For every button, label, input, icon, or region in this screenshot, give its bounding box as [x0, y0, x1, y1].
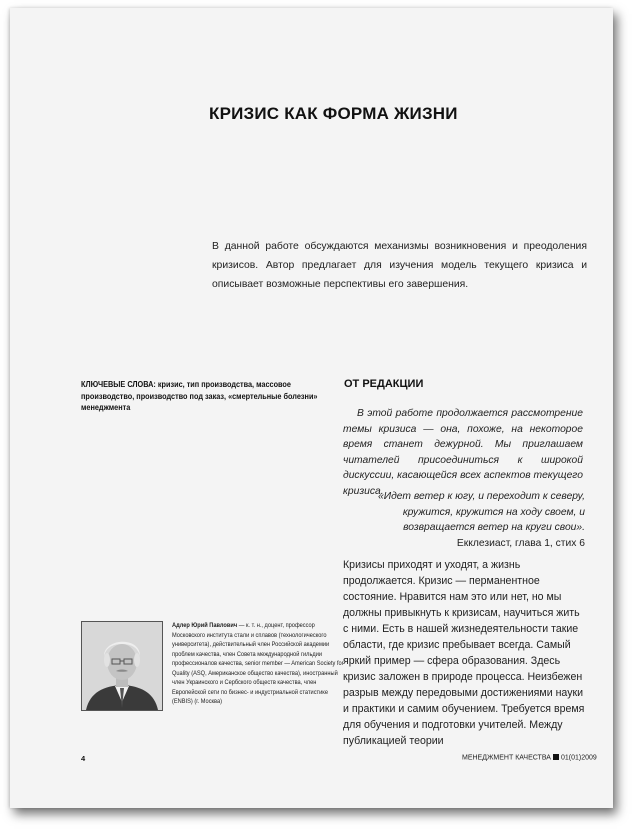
- keywords-text: кризис, тип производства, массовое производство, производство под заказ, «смертельные болезни» менеджмента: [81, 379, 318, 412]
- body-text: Кризисы приходят и уходят, а жизнь продолжается. Кризис — перманентное состояние. Нравится нам это или нет, но мы должны привыкнуть к кризисам, научиться жить с ними. Есть в нашей жизнедеятельности такие области, где кризис пребывает всегда. Самый яркий пример — сфера образования. Здесь кризис заложен в природе процесса. Неизбежен разрыв между передовыми достижениями науки и практики и самим обучением. Требуется время для обучения и подготовки учителей. Между публикацией теории: [343, 559, 585, 747]
- epigraph: [344, 489, 585, 551]
- article-title: КРИЗИС КАК ФОРМА ЖИЗНИ: [209, 104, 458, 123]
- author-name: Адлер Юрий Павлович: [172, 622, 238, 629]
- issue-number: 01(01)2009: [560, 754, 597, 762]
- running-footer: [462, 754, 597, 762]
- epigraph-source: Екклезиаст, глава 1, стих 6: [456, 537, 585, 549]
- journal-name: МЕНЕДЖМЕНТ КАЧЕСТВА: [462, 754, 551, 762]
- author-portrait-image: [82, 622, 162, 710]
- author-bio-text: — к. т. н., доцент, профессор Московского института стали и сплавов (технологического университета), действительный член Российской академии проблем качества, член Совета международной гильдии профессионалов качества, senior member — American Society for Quality (ASQ, Американское общество качества), иностранный член Украинского и Сербского обществ качества, член Европейской сети по бизнес- и индустриальной статистике (ENBIS) (г. Москва): [172, 622, 344, 705]
- editorial-text: В этой работе продолжается рассмотрение темы кризиса — она, похоже, на некоторое время станет дежурной. Мы приглашаем читателей присоединиться к широкой дискуссии, касающейся всех аспектов текущего кризиса.: [343, 408, 583, 497]
- keywords-label: КЛЮЧЕВЫЕ СЛОВА:: [81, 379, 156, 389]
- author-bio: [172, 621, 348, 707]
- keywords-block: [81, 379, 319, 414]
- epigraph-quote: «Идет ветер к югу, и переходит к северу, кружится, кружится на ходу своем, и возвращается ветер на круги свои».: [378, 491, 585, 533]
- editorial-heading: ОТ РЕДАКЦИИ: [344, 378, 424, 390]
- page-number: 4: [81, 754, 86, 763]
- article-abstract: В данной работе обсуждаются механизмы возникновения и преодоления кризисов. Автор предлагает для изучения модель текущего кризиса и описывает возможные перспективы его завершения.: [212, 241, 587, 290]
- square-separator-icon: [553, 754, 559, 760]
- journal-page: [10, 8, 613, 808]
- author-photo: [81, 621, 163, 711]
